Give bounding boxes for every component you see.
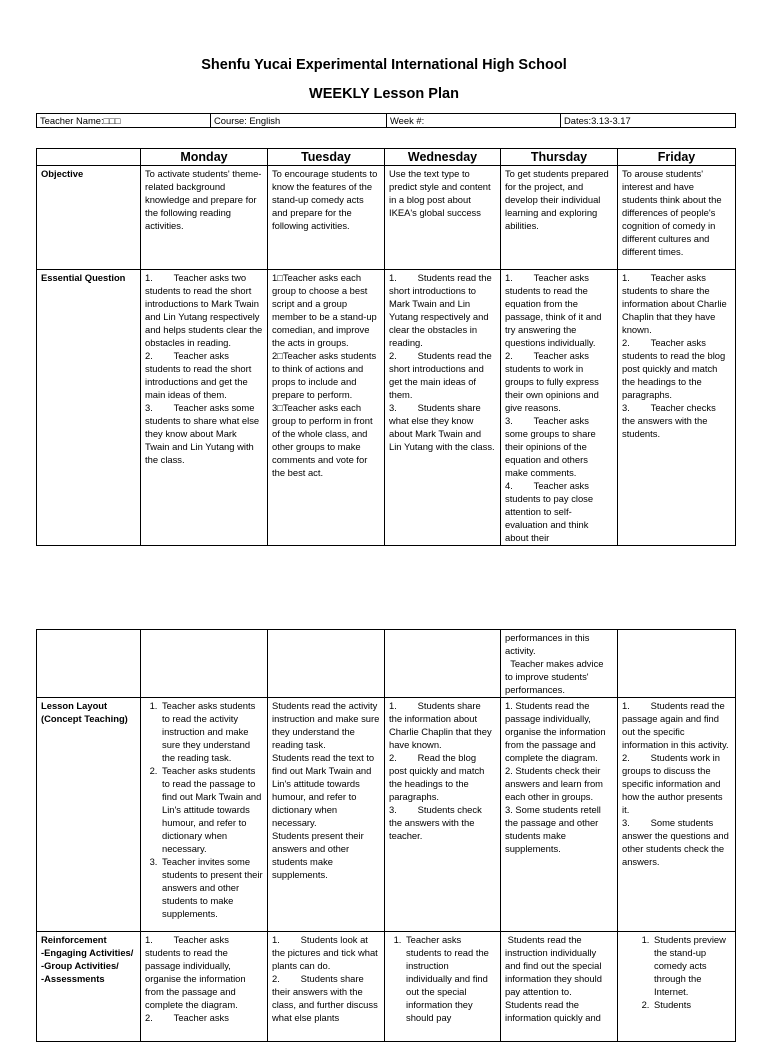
essential-thursday-item: 1. Teacher asks students to read the equation from the passage, think of it and try answering the questions individually. <box>505 272 602 348</box>
reinforcement-monday-item: 1. Teacher asks students to read the passage individually, organise the information from the passage and complete the diagram. <box>145 934 246 1010</box>
layout-wednesday-item: 2. Read the blog post quickly and match the headings to the paragraphs. <box>389 752 485 802</box>
objective-thursday: To get students prepared for the project, and develop their individual learning and exploring abilities. <box>501 166 618 270</box>
day-header-thursday: Thursday <box>501 149 618 166</box>
day-header-monday: Monday <box>141 149 268 166</box>
teacher-info-table <box>36 113 736 128</box>
essential-friday <box>618 270 736 546</box>
essential-tuesday-item: 3□Teacher asks each group to perform in front of the whole class, and other groups to make comments and vote for the best act. <box>272 402 373 478</box>
essential-question-label: Essential Question <box>37 270 141 546</box>
reinforcement-tuesday <box>268 932 385 1042</box>
continuation-label <box>37 630 141 698</box>
continuation-thursday-text: Teacher makes advice to improve students' performances. <box>505 658 604 695</box>
lesson-plan-table <box>36 148 736 546</box>
school-name: Shenfu Yucai Experimental International High School <box>201 57 567 73</box>
layout-friday <box>618 698 736 932</box>
layout-friday-item: 2. Students work in groups to discuss the specific information and how the author presents it. <box>622 752 723 815</box>
day-header-wednesday: Wednesday <box>385 149 501 166</box>
essential-friday-item: 2. Teacher asks students to read the blog post quickly and match the headings to the paragraphs. <box>622 337 726 400</box>
layout-friday-item: 3. Some students answer the questions and other students check the answers. <box>622 817 729 867</box>
layout-monday <box>141 698 268 932</box>
essential-thursday-item: 2. Teacher asks students to work in groups to fully express their own opinions and give reasons. <box>505 350 599 413</box>
reinforcement-thursday <box>501 932 618 1042</box>
dates-field: Dates:3.13-3.17 <box>561 114 736 128</box>
essential-monday <box>141 270 268 546</box>
reinforcement-friday-item: 2. Students <box>652 998 731 1011</box>
reinforcement-row <box>37 932 736 1042</box>
continuation-thursday-text: performances in this activity. <box>505 632 590 656</box>
reinforcement-wednesday <box>385 932 501 1042</box>
reinforcement-tuesday-item: 1. Students look at the pictures and tick what plants can do. <box>272 934 378 971</box>
reinforcement-monday-item: 2. Teacher asks <box>145 1012 229 1023</box>
layout-friday-item: 1. Students read the passage again and find out the specific information in this activity. <box>622 700 729 750</box>
lesson-layout-label: Lesson Layout (Concept Teaching) <box>37 698 141 932</box>
essential-monday-item: 3. Teacher asks some students to share what else they know about Mark Twain and Lin Yutang with the class. <box>145 402 260 465</box>
layout-tuesday-item: Students read the activity instruction and make sure they understand the reading task. <box>272 700 380 750</box>
layout-monday-item: 3. Teacher invites some students to present their answers and other students to make supplements. <box>160 855 263 920</box>
objective-label: Objective <box>37 166 141 270</box>
essential-friday-item: 1. Teacher asks students to share the information about Charlie Chaplin that they have known. <box>622 272 727 335</box>
essential-wednesday <box>385 270 501 546</box>
objective-tuesday: To encourage students to know the features of the stand-up comedy acts and prepare for the following activities. <box>268 166 385 270</box>
layout-monday-item: 2. Teacher asks students to read the passage to find out Mark Twain and Lin's attitude towards humour, and refer to dictionary when necessary. <box>160 764 263 855</box>
essential-tuesday-item: 1□Teacher asks each group to choose a best script and a group member to be a stand-up comedian, and improve the acts in groups. <box>272 272 377 348</box>
layout-tuesday <box>268 698 385 932</box>
reinforcement-tuesday-item: 2. Students share their answers with the class, and further discuss what else plants <box>272 973 378 1023</box>
objective-row <box>37 166 736 270</box>
essential-wednesday-item: 1. Students read the short introductions to Mark Twain and Lin Yutang respectively and clear the obstacles in reading. <box>389 272 492 348</box>
essential-wednesday-item: 2. Students read the short introductions and get the main ideas of them. <box>389 350 492 400</box>
objective-friday: To arouse students' interest and have students think about the differences of people's cognition of comedy in different cultures and different times. <box>618 166 736 270</box>
reinforcement-label: Reinforcement -Engaging Activities/ -Group Activities/ -Assessments <box>37 932 141 1042</box>
essential-monday-item: 2. Teacher asks students to read the short introductions and get the main ideas of them. <box>145 350 252 400</box>
layout-thursday-item: 3. Some students retell the passage and other students make supplements. <box>505 804 601 854</box>
week-field: Week #: <box>387 114 561 128</box>
layout-wednesday-item: 3. Students check the answers with the teacher. <box>389 804 482 841</box>
essential-tuesday-item: 2□Teacher asks students to think of actions and props to include and prepare to perform. <box>272 350 377 400</box>
essential-thursday <box>501 270 618 546</box>
continuation-thursday <box>501 630 618 698</box>
layout-thursday-item: 2. Students check their answers and learn from each other in groups. <box>505 765 603 802</box>
reinforcement-friday <box>618 932 736 1042</box>
continuation-wednesday <box>385 630 501 698</box>
reinforcement-friday-item: 1. Students preview the stand-up comedy acts through the Internet. <box>652 933 731 998</box>
reinforcement-thursday-item: Students read the information quickly and <box>505 999 601 1023</box>
objective-monday: To activate students' theme-related background knowledge and prepare for the following reading activities. <box>141 166 268 270</box>
day-header-tuesday: Tuesday <box>268 149 385 166</box>
lesson-layout-row <box>37 698 736 932</box>
lesson-plan-table-continued <box>36 629 736 1042</box>
plan-title: WEEKLY Lesson Plan <box>309 86 459 102</box>
continuation-monday <box>141 630 268 698</box>
day-header-row <box>37 149 736 166</box>
objective-wednesday: Use the text type to predict style and content in a blog post about IKEA's global success <box>385 166 501 270</box>
layout-thursday <box>501 698 618 932</box>
layout-tuesday-item: Students present their answers and other students make supplements. <box>272 830 364 880</box>
continuation-row <box>37 630 736 698</box>
essential-tuesday <box>268 270 385 546</box>
layout-monday-item: 1. Teacher asks students to read the activity instruction and make sure they understand the reading task. <box>160 699 263 764</box>
essential-question-row <box>37 270 736 546</box>
reinforcement-wednesday-item: 1. Teacher asks students to read the instruction individually and find out the special information they should pay <box>404 933 496 1024</box>
layout-wednesday <box>385 698 501 932</box>
layout-wednesday-item: 1. Students share the information about Charlie Chaplin that they have known. <box>389 700 492 750</box>
essential-thursday-item: 4. Teacher asks students to pay close attention to self-evaluation and think about their <box>505 480 594 543</box>
continuation-tuesday <box>268 630 385 698</box>
essential-thursday-item: 3. Teacher asks some groups to share their opinions of the equation and others make comments. <box>505 415 596 478</box>
layout-tuesday-item: Students read the text to find out Mark Twain and Lin's attitude towards humour, and refer to dictionary when necessary. <box>272 752 375 828</box>
corner-cell <box>37 149 141 166</box>
continuation-friday <box>618 630 736 698</box>
day-header-friday: Friday <box>618 149 736 166</box>
teacher-name-field: Teacher Name:□□□ <box>37 114 211 128</box>
reinforcement-monday <box>141 932 268 1042</box>
essential-monday-item: 1. Teacher asks two students to read the short introductions to Mark Twain and Lin Yutang respectively and helps students clear the obstacles in reading. <box>145 272 263 348</box>
course-field: Course: English <box>211 114 387 128</box>
essential-friday-item: 3. Teacher checks the answers with the students. <box>622 402 716 439</box>
layout-thursday-item: 1. Students read the passage individually, organise the information from the passage and complete the diagram. <box>505 700 606 763</box>
essential-wednesday-item: 3. Students share what else they know about Mark Twain and Lin Yutang with the class. <box>389 402 495 452</box>
reinforcement-thursday-item: Students read the instruction individually and find out the special information they should pay attention to. <box>505 934 602 997</box>
